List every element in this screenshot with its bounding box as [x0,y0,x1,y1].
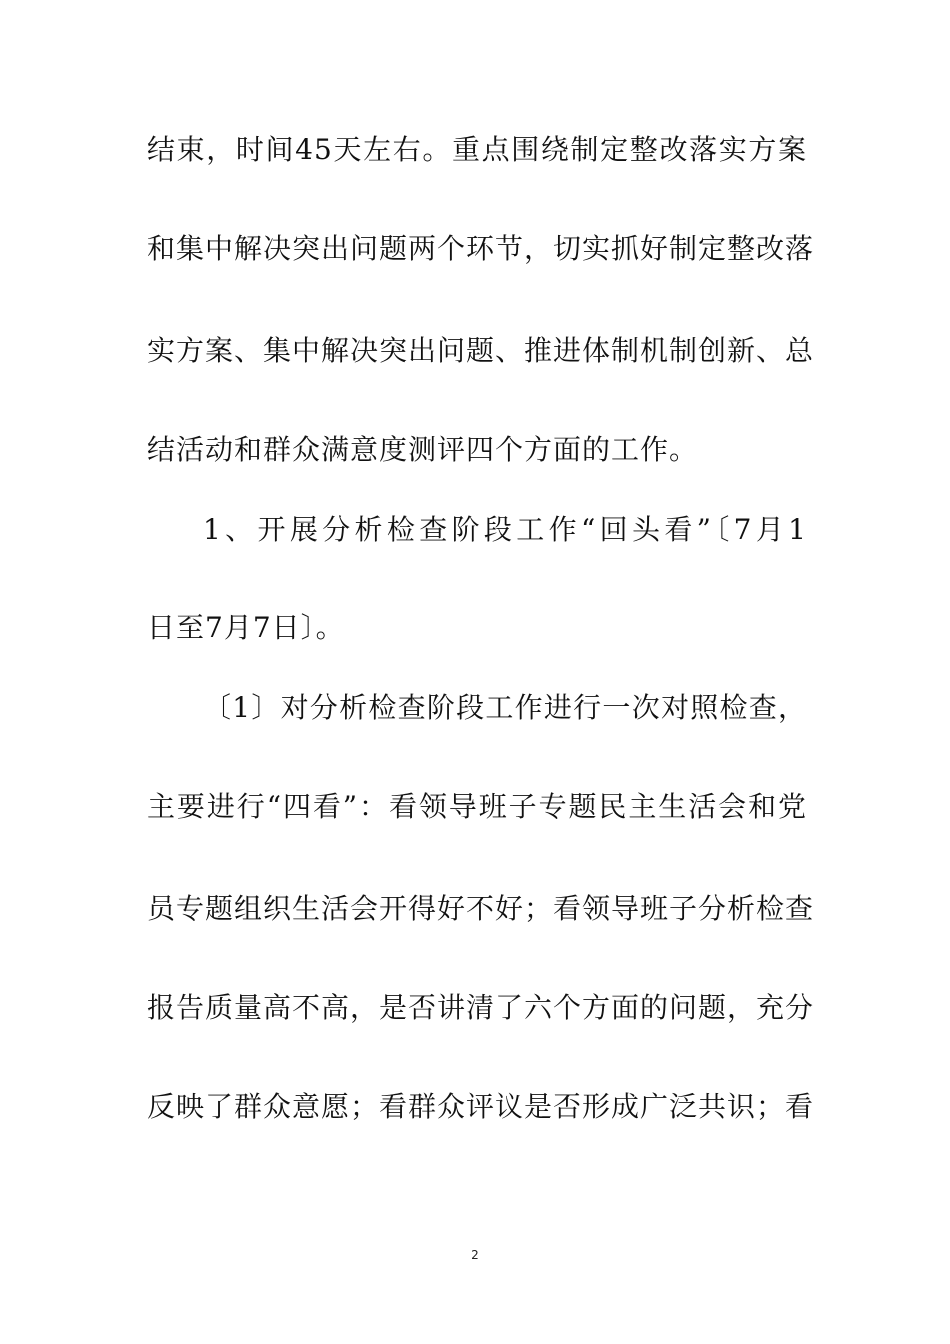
page-number: 2 [471,1248,479,1262]
text-line-10: 报告质量高不高，是否讲清了六个方面的问题，充分 [147,991,815,1024]
text-line-2: 和集中解决突出问题两个环节，切实抓好制定整改落 [147,232,815,265]
text-line-1: 结束，时间45天左右。重点围绕制定整改落实方案 [147,133,807,166]
text-line-5: 1、开展分析检查阶段工作“回头看”〔7月1 [203,513,807,546]
text-line-6: 日至7月7日〕。 [147,611,345,644]
text-line-11: 反映了群众意愿；看群众评议是否形成广泛共识；看 [147,1090,815,1123]
text-line-7: 〔1〕对分析检查阶段工作进行一次对照检查， [203,691,807,724]
text-line-9: 员专题组织生活会开得好不好；看领导班子分析检查 [147,892,815,925]
text-line-8: 主要进行“四看”：看领导班子专题民主生活会和党 [147,790,807,823]
text-line-4: 结活动和群众满意度测评四个方面的工作。 [147,433,699,466]
text-line-3: 实方案、集中解决突出问题、推进体制机制创新、总 [147,334,815,367]
